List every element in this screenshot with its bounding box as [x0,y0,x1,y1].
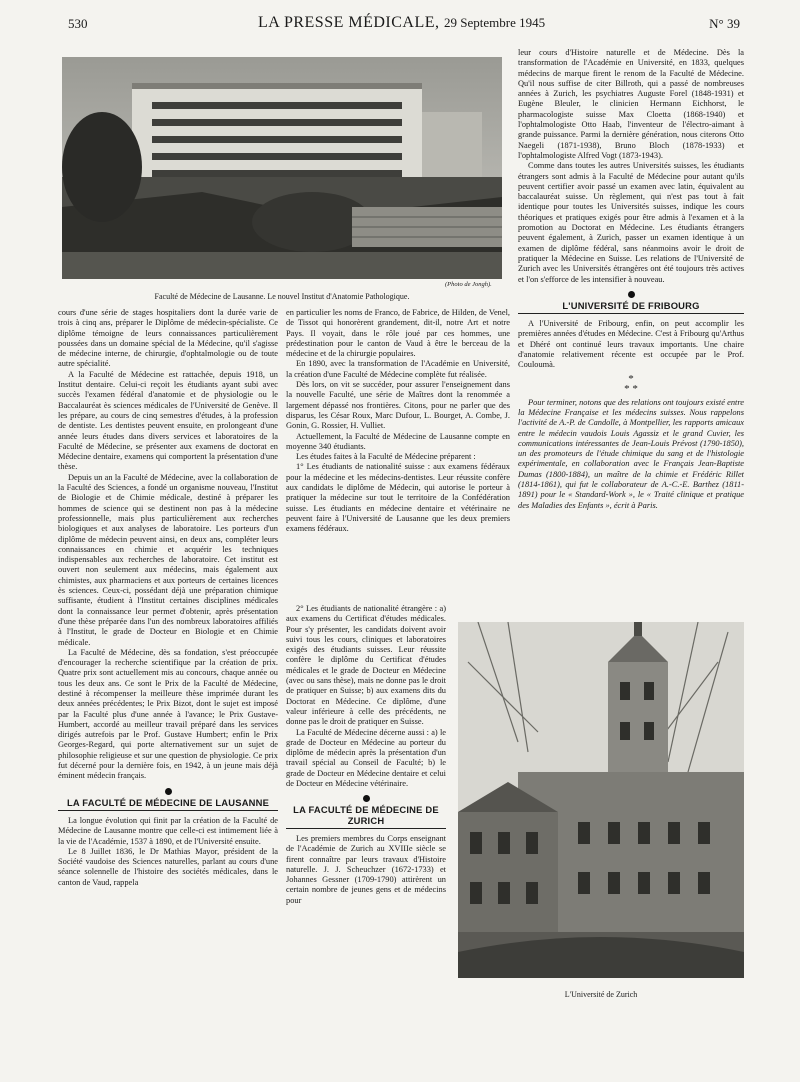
section-bullet [628,291,635,298]
col2-paragraph: Actuellement, la Faculté de Médecine de Lausanne compte en moyenne 340 étudiants. [286,431,510,451]
page-number: 530 [68,16,88,31]
col3-paragraph: Pour terminer, notons que des relations ont toujours existé entre la Médecine Française et les médecins suisses. Nous rappelons l'activité de A.-P. de Candolle, à Montpellier, les rapports amicaux entre le médecin vaudois Louis Agassiz et le grand Cuvier, les communications intéressantes de Jean-Louis Prévost (1790-1850), un des promoteurs de l'étude chimique du sang et de l'histologie expérimentale, en collaboration avec le Français Jean-Baptiste Dumas (1800-1884), un maître de la chimie et Frédéric Rillet (1814-1861), qui fut le collaborateur de A.-C.-E. Barthez (1811-1891) pour le « Standard-Work », le « Traité clinique et pratique des Maladies des Enfants », écrit à Paris. [518,397,744,510]
col3-paragraph: leur cours d'Histoire naturelle et de Médecine. Dès la transformation de l'Académie en Université, en 1833, quelques médecins de marque firent le renom de la Faculté de Médecine. Qu'il nous suffise de citer Billroth, qui a passé de nombreuses années à Zurich, les psychiatres Auguste Forel (1848-1931) et Eugène Bleuler, le clinicien Hermann Eichhorst, le pharmacologiste suisse Max Cloetta (1868-1940) et l'ophtalmologiste Otto Haab, l'inventeur de l'électro-aimant à grande puissance. Parmi la dernière génération, nous citerons Otto Naegeli (1871-1938), Bruno Bloch (1878-1933) et l'ophtalmologiste Alfred Vogt (1873-1943). [518,48,744,160]
col3-paragraph: A l'Université de Fribourg, enfin, on peut accomplir les premières années d'études en Médecine. C'est à Fribourg qu'Arthus et Dhéré ont continué leurs travaux importants. Une chaire d'anatomie relativement récente est occupée par le Prof. Couloumà. [518,319,744,370]
section-rule [518,313,744,314]
col2-paragraph: en particulier les noms de Franco, de Fabrice, de Hilden, de Venel, de Tissot qui honorèrent grandement, dit-il, notre Art et notre Pays. Il voyait, dans le rôle joué par ces hommes, une prédestination pour le canton de Vaud à être le berceau de la médecine et de la chirurgie populaires. [286,308,510,359]
column-2-top [286,308,510,604]
col3-paragraph: Comme dans toutes les autres Universités suisses, les étudiants étrangers sont admis à la Faculté de Médecine pour autant qu'ils peuvent certifier avoir passé un examen avec latin, équivalent au baccalauréat suisse. Un règlement, qui n'est pas tout à fait identique pour toutes les Universités suisses, indique les cours théoriques et pratiques exigés pour être admis à l'examen et à la promotion au Doctorat en Médecine. Les étudiants étrangers peuvent également, à Zurich, passer un examen identique à un examen de diplôme fédéral, sans néanmoins avoir le droit de pratiquer la Médecine en Suisse. Les relations de l'Université de Zurich avec les Universités étrangères ont été toujours très actives et l'on s'efforce de les intensifier à nouveau. [518,161,744,284]
running-header [0,14,800,36]
column-3 [518,48,744,618]
col2-paragraph: 2° Les étudiants de nationalité étrangère : a) aux examens du Certificat d'études médicales. Pour s'y présenter, les candidats doivent avoir suivi tous les cours, cliniques et laboratoires exigés des étudiants suisses. Leur réussite confère le diplôme du Certificat d'études médicales et le grade de Docteur en Médecine (avec ou sans thèse), mais ne donne pas le droit de pratiquer en Suisse; b) aux examens dits du Doctorat en Médecine. Ce diplôme, d'une valeur inférieure à celle des précédents, ne donne pas le droit de pratiquer en Suisse. [286,604,446,727]
lausanne-institute-photo [62,57,502,279]
col1-paragraph: Depuis un an la Faculté de Médecine, avec la collaboration de la Faculté des Sciences, a fondé un organisme nouveau, l'Institut de Biologie et de Chimie médicale, destiné à préparer les hommes de science qui se destinent non pas à la médecine professionnelle, mais plus particulièrement aux recherches biologiques et aux analyses de laboratoire. Les porteurs d'un diplôme de médecin peuvent ainsi, en deux ans, compléter leurs connaissances en chimie et acquérir les techniques indispensables aux recherches de laboratoire. Cet institut est ouvert non seulement aux médecins, mais également aux chimistes, aux pharmaciens et aux porteurs de certaines licences ès sciences. Ceux-ci, possédant déjà une préparation chimique suffisante, étudient à l'Institut certaines disciplines médicales dont la connaissance leur permet d'obtenir, après présentation d'une thèse préparée dans l'un des nombreux laboratoires affiliés à l'Institut, le grade de Docteur en Biologie et en Chimie médicale. [58,472,278,647]
col2-paragraph: Les études faites à la Faculté de Médecine préparent : [296,452,476,462]
col2-paragraph: En 1890, avec la transformation de l'Académie en Université, la création d'une Faculté de Médecine complète fut réalisée. [286,359,510,379]
col2-paragraph: Dès lors, on vit se succéder, pour assurer l'enseignement dans la nouvelle Faculté, une série de Maîtres dont la renommée a largement dépassé nos frontières. Citons, pour ne parler que des disparus, les César Roux, Marc Dufour, L. Bourget, A. Combe, J. Gonin, G. Rossier, H. Vulliet. [286,380,510,431]
column-1 [58,308,278,1078]
photo-credit: (Photo de Jongh). [445,281,492,288]
col2-paragraph: Les premiers membres du Corps enseignant de l'Académie de Zurich au XVIIIe siècle se firent connaître par leurs travaux d'Histoire naturelle. J. J. Scheuchzer (1672-1733) et Johannes Gessner (1709-1790) attirèrent un certain nombre de jeunes gens et de médecins pour [286,833,446,905]
col1-paragraph: La Faculté de Médecine, dès sa fondation, s'est préoccupée d'encourager la recherche scientifique par la création de prix. Quatre prix sont actuellement mis au concours, chaque année ou tous les deux ans. Ce sont le Prix de la Faculté de Médecine, destiné à récompenser la meilleure thèse imprimée durant les deux années précédentes; le Prix Bizot, dont le sujet est imposé par la Faculté plus d'une année à l'avance; le Prix Gustave-Humbert, accordé au meilleur travail préparé dans les services dirigés autrefois par le Prof. Gustave Humbert; enfin le Prix Georges-Regard, qui porte alternativement sur un sujet de philosophie religieuse et sur une question de physiologie. Ce prix fut décerné pour la dernière fois, en 1942, à un jeune mais déjà éminent médecin français. [58,647,278,781]
issue-number: N° 39 [709,16,740,31]
top-photo-caption: Faculté de Médecine de Lausanne. Le nouvel Institut d'Anatomie Pathologique. [154,292,410,301]
section-rule [58,810,278,811]
section-heading-fribourg: L'UNIVERSITÉ DE FRIBOURG [562,299,700,311]
column-2-bottom [286,604,446,1078]
section-bullet [165,788,172,795]
col1-paragraph: La longue évolution qui finit par la création de la Faculté de Médecine de Lausanne montre que celle-ci est intimement liée à la vie de l'Académie, 1537 à 1890, et de l'Université ensuite. [58,815,278,846]
col1-paragraph: A la Faculté de Médecine est rattachée, depuis 1918, un Institut dentaire. Celui-ci reçoit les étudiants ayant subi avec succès l'examen fédéral d'anatomie et de physiologie ou le Baccalauréat ès sciences médicales de l'Université de Genève. Il les prépare, au cours de cinq semestres d'études, à la profession de dentiste. Les dentistes peuvent ensuite, en prolongeant d'une année leurs études dans divers services et laboratoires de la Faculté de Médecine, se présenter aux examens de doctorat en Médecine dentaire, examens qui comportent la présentation d'une thèse. [58,369,278,472]
col1-paragraph: Le 8 Juillet 1836, le Dr Mathias Mayor, président de la Société vaudoise des Sciences naturelles, parlant au cours d'une séance solennelle de l'histoire des sociétés médicales, dans le canton de Vaud, rappela [58,846,278,887]
bottom-photo-caption: L'Université de Zurich [564,990,638,999]
section-stars: * * * [624,372,638,395]
col1-paragraph: cours d'une série de stages hospitaliers dont la durée varie de trois à cinq ans, préparer le Diplôme de médecin-spécialiste. Ce diplôme témoigne de leurs connaissances particulièrement poussées dans un domaine spécial de la Médecine, qu'il s'agisse de médecine interne, de chirurgie, d'ophtalmologie ou de toute autre spécialité. [58,308,278,369]
issue-date: 29 Septembre 1945 [444,15,546,30]
journal-name: LA PRESSE MÉDICALE, [258,14,440,31]
section-rule [286,828,446,829]
zurich-university-photo [458,622,744,978]
journal-title [258,14,545,32]
section-heading-zurich: LA FACULTÉ DE MÉDECINE DE ZURICH [293,804,439,826]
col2-paragraph: La Faculté de Médecine décerne aussi : a) le grade de Docteur en Médecine au porteur du diplôme de médecin après la présentation d'un travail spécial au Conseil de Faculté; b) le grade de Docteur en Médecine dentaire et celui de Docteur en Médecine vétérinaire. [286,727,446,789]
section-bullet [363,795,370,802]
col2-paragraph: 1° Les étudiants de nationalité suisse : aux examens fédéraux pour la médecine et les médecins-dentistes. Leur réussite confère aux candidats le diplôme de Médecin, qui autorise le porteur à pratiquer la médecine sur tout le territoire de la Confédération suisse. Les étudiants en médecine dentaire et vétérinaire ne peuvent faire à l'Université de Lausanne que les deux premiers examens fédéraux. [286,462,510,534]
section-heading-lausanne: LA FACULTÉ DE MÉDECINE DE LAUSANNE [66,796,270,808]
